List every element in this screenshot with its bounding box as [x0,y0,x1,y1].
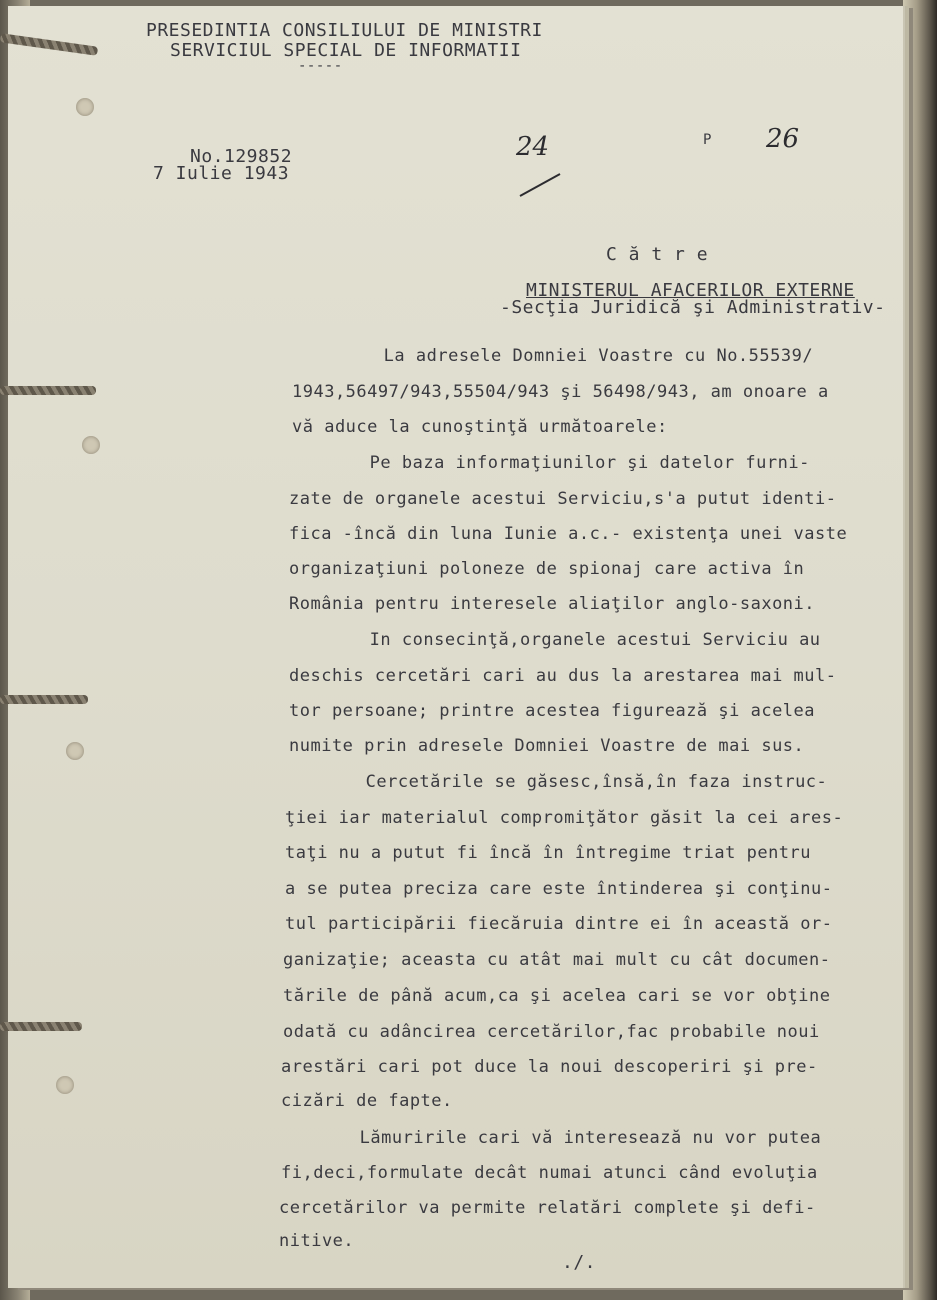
body-line-5: zate de organele acestui Serviciu,s'a putut identi- [289,489,837,509]
body-line-17: tul participării fiecăruia dintre ei în această or- [285,914,833,934]
handwritten-stroke [518,168,564,200]
body-line-24: fi,deci,formulate decât numai atunci când evoluţia [281,1163,818,1183]
body-line-21: arestări cari pot duce la noui descoperiri şi pre- [281,1057,818,1077]
letterhead-line-2: SERVICIUL SPECIAL DE INFORMATII [170,40,522,61]
body-line-12: numite prin adresele Domniei Voastre de mai sus. [289,736,805,756]
body-line-9: In consecinţă,organele acestui Serviciu au [316,630,821,650]
reference-number: No.129852 [190,146,293,167]
continuation-mark: ./. [562,1252,597,1273]
body-line-6: fica -încă din luna Iunie a.c.- existenţa unei vaste [289,524,848,544]
body-line-13: Cercetările se găsesc,însă,în faza instruc- [312,772,828,792]
body-line-11: tor persoane; printre acestea figurează şi acelea [289,701,816,721]
binding-string [0,695,88,704]
body-line-22: cizări de fapte. [281,1091,453,1111]
body-line-3: vă aduce la cunoştinţă următoarele: [292,417,668,437]
page-marker-prefix: P [703,132,712,148]
body-line-15: taţi nu a putut fi încă în întregime triat pentru [285,843,812,863]
page-number: 26 [766,124,800,154]
body-line-8: România pentru interesele aliaţilor anglo-saxoni. [289,594,816,614]
body-line-2: 1943,56497/943,55504/943 şi 56498/943, am onoare a [292,382,829,402]
body-line-16: a se putea preciza care este întinderea şi conţinu- [285,879,833,899]
binding-string [0,386,96,395]
punch-hole [66,742,84,760]
binding-string [0,1022,82,1031]
punch-hole [56,1076,74,1094]
handwritten-number: 24 [516,132,550,162]
body-line-25: cercetărilor va permite relatări complete şi defi- [279,1198,816,1218]
body-line-7: organizaţiuni poloneze de spionaj care activa în [289,559,805,579]
body-line-14: ţiei iar materialul compromiţător găsit la cei ares- [285,808,844,828]
addressee-section: -Secţia Juridică şi Administrativ- [500,297,886,318]
body-line-26: nitive. [279,1231,355,1251]
addressee-to: C ă t r e [606,244,709,265]
page-stack-edge [903,0,937,1300]
letterhead-rule: ----- [298,58,343,74]
body-line-19: tările de până acum,ca şi acelea cari se vor obţine [283,986,831,1006]
punch-hole [76,98,94,116]
body-line-18: ganizaţie; aceasta cu atât mai mult cu cât documen- [283,950,831,970]
body-line-20: odată cu adâncirea cercetărilor,fac probabile noui [283,1022,820,1042]
reference-date: 7 Iulie 1943 [153,163,290,184]
punch-hole [82,436,100,454]
body-line-23: Lămuririle cari vă interesează nu vor putea [306,1128,822,1148]
addressee-ministry: MINISTERUL AFACERILOR EXTERNE [526,280,855,301]
body-line-10: deschis cercetări cari au dus la arestarea mai mul- [289,666,837,686]
letterhead-line-1: PRESEDINTIA CONSILIULUI DE MINISTRI [146,20,543,41]
body-line-1: La adresele Domniei Voastre cu No.55539/ [330,346,814,366]
body-line-4: Pe baza informaţiunilor şi datelor furni- [316,453,810,473]
